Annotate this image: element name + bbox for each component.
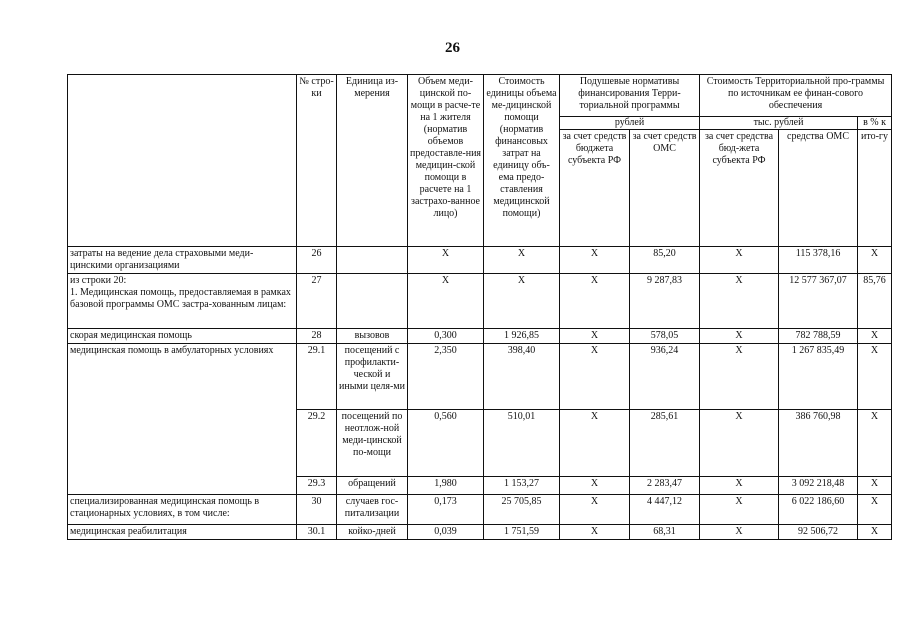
table-row: [68, 495, 892, 525]
row-number: 28: [297, 329, 337, 344]
row-cost-oms: 12 577 367,07: [779, 274, 858, 329]
row-norm-oms: 85,20: [630, 247, 700, 274]
row-percent: X: [858, 495, 892, 525]
header-unit-rubles: рублей: [560, 117, 700, 130]
header-cost-oms: средства ОМС: [779, 130, 858, 247]
row-label: специализированная медицинская помощь в стационарных условиях, в том числе:: [68, 495, 297, 525]
row-volume: 0,039: [408, 525, 484, 540]
table-row: [68, 525, 892, 540]
header-label-cell: [68, 75, 297, 247]
row-norm-oms: 936,24: [630, 344, 700, 410]
row-norm-oms: 4 447,12: [630, 495, 700, 525]
row-number: 29.1: [297, 344, 337, 410]
row-cost-budget: X: [700, 477, 779, 495]
row-norm-oms: 2 283,47: [630, 477, 700, 495]
row-cost-budget: X: [700, 274, 779, 329]
row-number: 29.3: [297, 477, 337, 495]
table-row: [68, 344, 892, 410]
table-header: [68, 75, 892, 247]
row-number: 30: [297, 495, 337, 525]
row-volume: X: [408, 247, 484, 274]
header-unit-cost: Стоимость единицы объема ме-дицинской помощи (норматив финансовых затрат на единицу объ-ема предо-ставления медицинской помощи): [484, 75, 560, 247]
header-row-number: № стро-ки: [297, 75, 337, 247]
row-norm-budget: X: [560, 525, 630, 540]
row-unit-cost: 1 751,59: [484, 525, 560, 540]
row-cost-budget: X: [700, 495, 779, 525]
row-cost-oms: 3 092 218,48: [779, 477, 858, 495]
row-unit-cost: 398,40: [484, 344, 560, 410]
row-percent: 85,76: [858, 274, 892, 329]
page-number: 26: [445, 40, 460, 56]
row-cost-budget: X: [700, 344, 779, 410]
row-unit: [337, 247, 408, 274]
row-volume: 0,300: [408, 329, 484, 344]
table-row: [68, 247, 892, 274]
row-cost-budget: X: [700, 525, 779, 540]
row-unit: койко-дней: [337, 525, 408, 540]
header-program-cost: Стоимость Территориальной про-граммы по источникам ее финан-сового обеспечения: [700, 75, 892, 117]
row-percent: X: [858, 525, 892, 540]
row-cost-budget: X: [700, 247, 779, 274]
row-unit-cost: 510,01: [484, 410, 560, 477]
row-volume: 2,350: [408, 344, 484, 410]
row-norm-oms: 9 287,83: [630, 274, 700, 329]
row-percent: X: [858, 344, 892, 410]
row-unit: вызовов: [337, 329, 408, 344]
row-unit: обращений: [337, 477, 408, 495]
header-percent-total: ито-гу: [858, 130, 892, 247]
table-row: [68, 274, 892, 329]
row-cost-budget: X: [700, 329, 779, 344]
row-norm-oms: 578,05: [630, 329, 700, 344]
row-norm-budget: X: [560, 410, 630, 477]
header-norm-budget: за счет средств бюджета субъекта РФ: [560, 130, 630, 247]
program-cost-table: [67, 74, 892, 540]
row-unit: посещений с профилакти-ческой и иными целя-ми: [337, 344, 408, 410]
row-norm-budget: X: [560, 495, 630, 525]
row-volume: 1,980: [408, 477, 484, 495]
row-norm-budget: X: [560, 329, 630, 344]
table-row: [68, 329, 892, 344]
row-unit: [337, 274, 408, 329]
row-label: медицинская помощь в амбулаторных условиях: [68, 344, 297, 495]
row-label: затраты на ведение дела страховыми меди-цинскими организациями: [68, 247, 297, 274]
row-volume: 0,173: [408, 495, 484, 525]
header-volume: Объем меди-цинской по-мощи в расче-те на 1 жителя (норматив объемов предоставле-ния медицин-ской помощи в расчете на 1 застрахо-ванное лицо): [408, 75, 484, 247]
row-unit-cost: X: [484, 274, 560, 329]
row-label: из строки 20: 1. Медицинская помощь, предоставляемая в рамках базовой программы ОМС застра-хованным лицам:: [68, 274, 297, 329]
row-percent: X: [858, 477, 892, 495]
header-unit: Единица из-мерения: [337, 75, 408, 247]
row-unit: посещений по неотлож-ной меди-цинской по-мощи: [337, 410, 408, 477]
row-number: 29.2: [297, 410, 337, 477]
row-cost-oms: 782 788,59: [779, 329, 858, 344]
header-cost-budget: за счет средства бюд-жета субъекта РФ: [700, 130, 779, 247]
header-unit-percent: в % к: [858, 117, 892, 130]
row-unit-cost: X: [484, 247, 560, 274]
header-unit-thousand-rubles: тыс. рублей: [700, 117, 858, 130]
row-norm-budget: X: [560, 274, 630, 329]
row-unit-cost: 1 926,85: [484, 329, 560, 344]
row-norm-oms: 285,61: [630, 410, 700, 477]
row-cost-oms: 6 022 186,60: [779, 495, 858, 525]
row-volume: X: [408, 274, 484, 329]
row-norm-budget: X: [560, 247, 630, 274]
row-norm-oms: 68,31: [630, 525, 700, 540]
row-label: скорая медицинская помощь: [68, 329, 297, 344]
row-percent: X: [858, 410, 892, 477]
row-percent: X: [858, 329, 892, 344]
row-unit-cost: 25 705,85: [484, 495, 560, 525]
row-number: 26: [297, 247, 337, 274]
row-cost-oms: 386 760,98: [779, 410, 858, 477]
row-label: медицинская реабилитация: [68, 525, 297, 540]
row-number: 30.1: [297, 525, 337, 540]
header-per-capita-norms: Подушевые нормативы финансирования Терри-ториальной программы: [560, 75, 700, 117]
row-cost-oms: 92 506,72: [779, 525, 858, 540]
row-norm-budget: X: [560, 477, 630, 495]
row-percent: X: [858, 247, 892, 274]
row-cost-oms: 1 267 835,49: [779, 344, 858, 410]
header-norm-oms: за счет средств ОМС: [630, 130, 700, 247]
row-norm-budget: X: [560, 344, 630, 410]
row-cost-oms: 115 378,16: [779, 247, 858, 274]
row-volume: 0,560: [408, 410, 484, 477]
row-unit-cost: 1 153,27: [484, 477, 560, 495]
row-unit: случаев гос-питализации: [337, 495, 408, 525]
row-cost-budget: X: [700, 410, 779, 477]
row-number: 27: [297, 274, 337, 329]
